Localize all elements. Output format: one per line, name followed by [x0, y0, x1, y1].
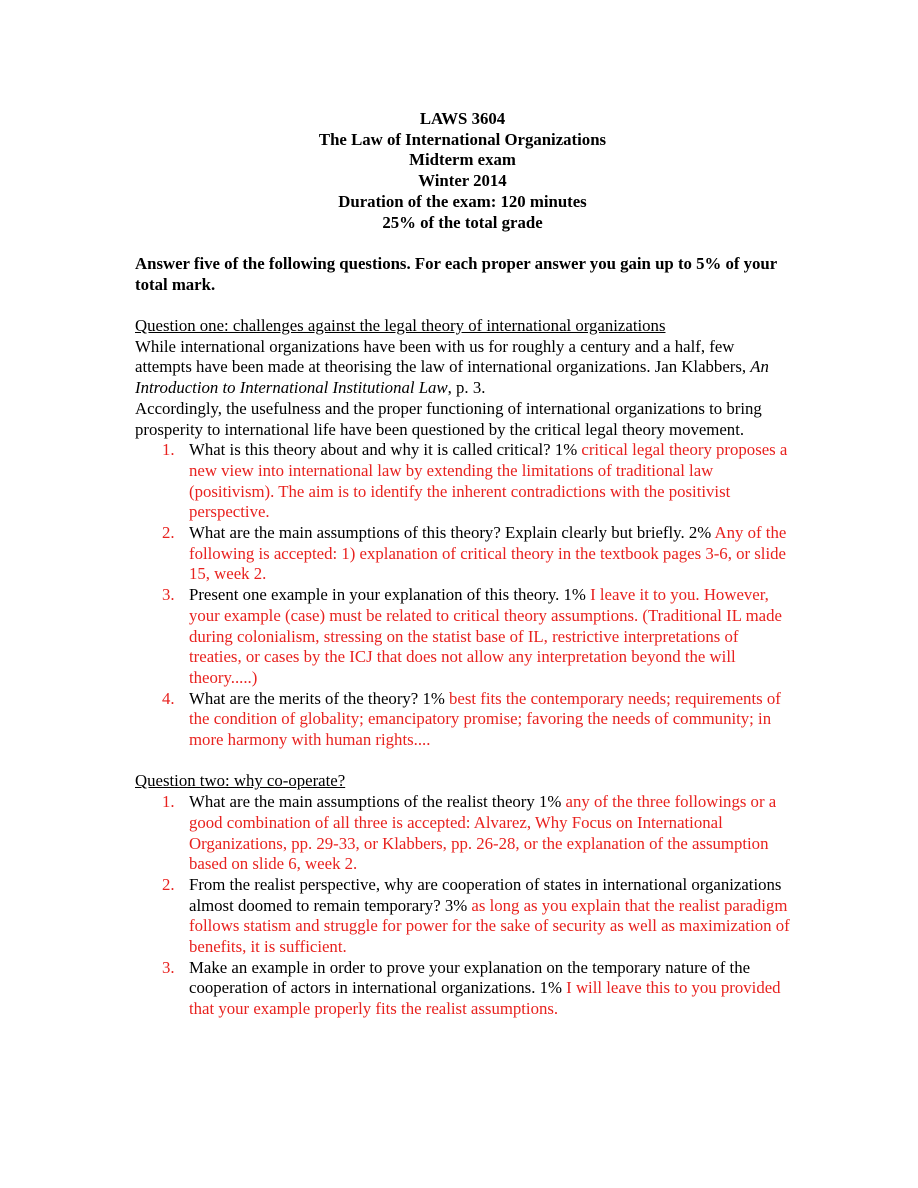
- exam-type: Midterm exam: [409, 150, 516, 170]
- course-title: The Law of International Organizations: [318, 129, 607, 149]
- list-item: [135, 440, 790, 523]
- question-text: What are the merits of the theory? 1%: [189, 688, 450, 708]
- list-item: [135, 689, 790, 751]
- question-text: Present one example in your explanation of this theory. 1%: [189, 585, 591, 605]
- question-text: From the realist perspective, why are cooperation of states in international organizations almost doomed to remain temporary? 3%: [189, 874, 782, 915]
- list-item: [135, 875, 790, 958]
- exam-document: [135, 109, 790, 1020]
- item-number: 2.: [162, 874, 175, 894]
- exam-term: Winter 2014: [418, 171, 507, 191]
- answer-text: Any of the following is accepted: 1) explanation of critical theory in the textbook pages 3-6, or slide 15, week 2.: [189, 523, 787, 584]
- list-item: [135, 585, 790, 689]
- answer-text: I leave it to you. However, your example (case) must be related to critical theory assumptions. (Traditional IL made during colonialism, stressing on the statist base of IL, restrictive interpretations of treaties, or cases by the ICJ that does not allow any interpretation beyond the will theory.....): [189, 585, 782, 687]
- item-number: 3.: [162, 585, 175, 605]
- item-number: 3.: [162, 957, 175, 977]
- item-number: 4.: [162, 688, 175, 708]
- question-two-title: Question two: why co-operate?: [135, 771, 346, 791]
- answer-text: critical legal theory proposes a new view into international law by extending the limitations of traditional law (positivism). The aim is to identify the inherent contradictions with the positivist perspective.: [189, 440, 788, 522]
- item-number: 1.: [162, 792, 175, 812]
- question-one-section: [135, 316, 790, 751]
- exam-instructions: Answer five of the following questions. For each proper answer you gain up to 5% of your total mark.: [135, 253, 777, 294]
- exam-duration: Duration of the exam: 120 minutes: [338, 191, 587, 211]
- list-item: [135, 523, 790, 585]
- answer-text: as long as you explain that the realist paradigm follows statism and struggle for power for the sake of security as well as maximization of benefits, it is sufficient.: [189, 895, 790, 957]
- answer-text: I will leave this to you provided that your example properly fits the realist assumptions.: [189, 978, 781, 1019]
- answer-text: any of the three followings or a good combination of all three is accepted: Alvarez, Why Focus on International Organizations, pp. 29-33, or Klabbers, pp. 26-28, or the explanation of the assumption based on slide 6, week 2.: [189, 792, 777, 874]
- book-title: An Introduction to International Institutional Law: [135, 357, 769, 398]
- question-one-context: Accordingly, the usefulness and the proper functioning of international organizations to bring prosperity to international life have been questioned by the critical legal theory movement.: [135, 398, 762, 439]
- exam-header: [135, 109, 790, 233]
- exam-weight: 25% of the total grade: [382, 212, 543, 232]
- question-one-intro: While international organizations have been with us for roughly a century and a half, few attempts have been made at theorising the law of international organizations. Jan Klabbers, An Introduction to International Institutional Law, p. 3.: [135, 336, 769, 398]
- item-number: 1.: [162, 440, 175, 460]
- question-two-list: [135, 792, 790, 1020]
- question-text: What is this theory about and why it is called critical? 1%: [189, 440, 582, 460]
- question-text: Make an example in order to prove your explanation on the temporary nature of the cooperation of actors in international organizations. 1%: [189, 957, 751, 998]
- question-one-list: [135, 440, 790, 751]
- list-item: [135, 958, 790, 1020]
- question-one-title: Question one: challenges against the legal theory of international organizations: [135, 316, 666, 335]
- item-number: 2.: [162, 523, 175, 543]
- question-text: What are the main assumptions of the realist theory 1%: [189, 792, 566, 812]
- answer-text: best fits the contemporary needs; requirements of the condition of globality; emancipatory promise; favoring the needs of community; in more harmony with human rights....: [189, 688, 781, 750]
- question-text: What are the main assumptions of this theory? Explain clearly but briefly. 2%: [189, 523, 715, 543]
- course-code: LAWS 3604: [419, 109, 506, 128]
- list-item: [135, 792, 790, 875]
- question-two-section: [135, 771, 790, 1019]
